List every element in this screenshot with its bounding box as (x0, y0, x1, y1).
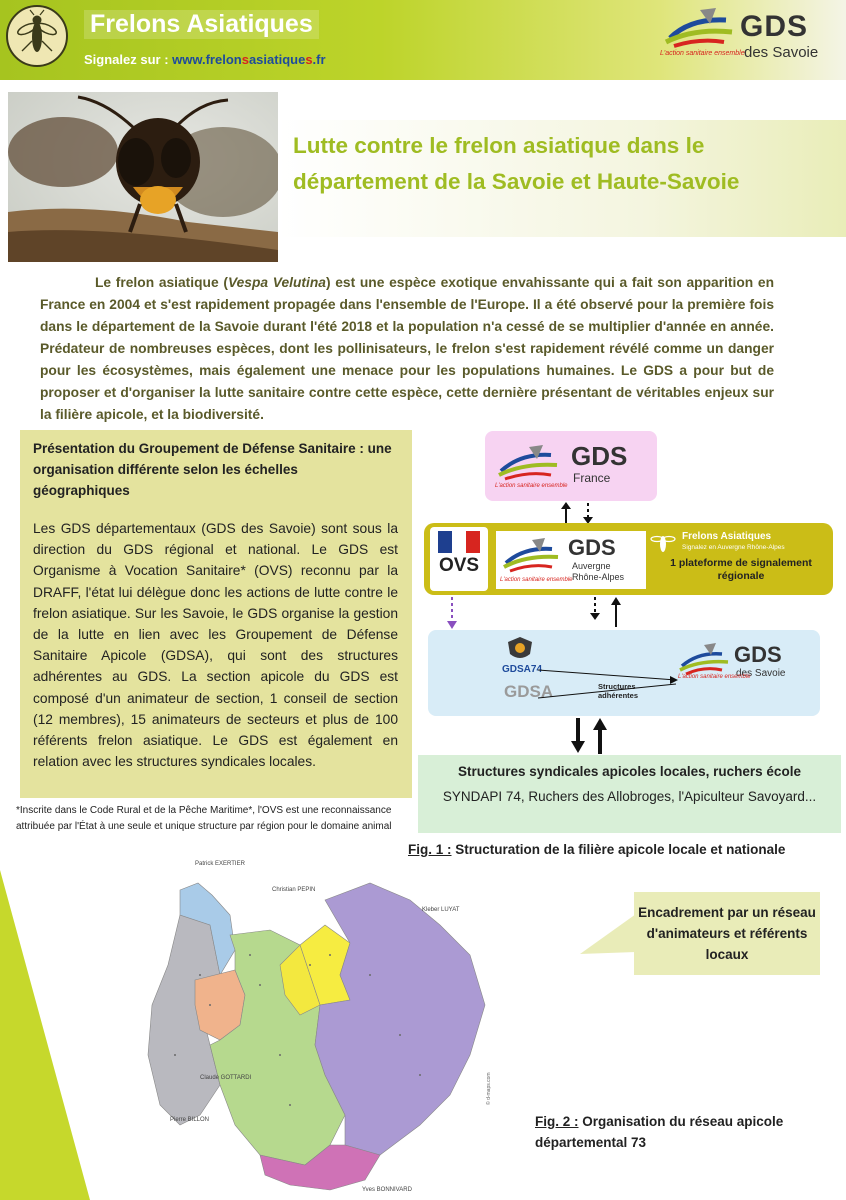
url-part: s (241, 52, 249, 67)
platform-title: Frelons Asiatiques (682, 531, 772, 542)
intro-paragraph (40, 272, 774, 426)
gds-swoosh-icon (495, 443, 563, 483)
map-name-label: Kleber LUYAT (422, 907, 460, 913)
presentation-heading: Présentation du Groupement de Défense Sanitaire : une organisation différente selon les échelles géographiques (33, 441, 392, 498)
gds-logo-sub: des Savoie (744, 44, 819, 61)
arrow-ovs-dept (438, 595, 478, 635)
url-part: .fr (312, 52, 326, 67)
url-part: s (305, 52, 313, 67)
gds-region-sub1: Auvergne (572, 561, 611, 571)
hornet-logo-icon (6, 5, 68, 67)
map-name-label: Claude GOTTARDI (200, 1075, 252, 1081)
structure-diagram (418, 428, 846, 838)
gds-france-tagline: L'action sanitaire ensemble (495, 483, 568, 489)
ovs-box (430, 527, 488, 591)
ovs-label: OVS (438, 555, 480, 576)
french-flag-icon (438, 531, 480, 553)
gds-region-sub2: Rhône-Alpes (572, 572, 625, 582)
hero-title-box (278, 120, 846, 237)
presentation-box (20, 430, 412, 798)
hornet-icon (650, 531, 676, 553)
syndical-body: SYNDAPI 74, Ruchers des Allobroges, l'Apiculteur Savoyard... (442, 789, 817, 804)
network-callout (580, 880, 820, 975)
figure-2-caption (535, 1111, 835, 1153)
figure-caption-text: Organisation du réseau apicole départemental 73 (535, 1114, 784, 1150)
gds-logo-name: GDS (740, 10, 809, 43)
department-box (428, 630, 820, 716)
gds-region-box (496, 531, 646, 589)
arrows-dept-syndical (564, 716, 614, 756)
report-link-line (84, 52, 326, 67)
regional-band (424, 523, 833, 595)
map-name-label: Pierre BILLON (170, 1117, 210, 1123)
figure-label: Fig. 1 : (408, 842, 452, 857)
page-title: Lutte contre le frelon asiatique dans le département de la Savoie et Haute-Savoie (293, 133, 740, 194)
platform-subtitle: Signalez en Auvergne Rhône-Alpes (682, 544, 785, 551)
map-regions-icon (140, 855, 520, 1200)
intro-text: Le frelon asiatique ( (95, 275, 228, 290)
arrows-france-region (553, 501, 603, 525)
callout-text: Encadrement par un réseau d'animateurs et référents locaux (638, 905, 816, 962)
figure-label: Fig. 2 : (535, 1114, 579, 1129)
gds-savoie-logo (660, 6, 836, 66)
gds-region-name: GDS (568, 535, 616, 560)
decorative-wedge (0, 870, 90, 1200)
gdsa74-shield-icon (506, 636, 534, 662)
syndical-title: Structures syndicales apicoles locales, ruchers école (458, 764, 801, 779)
brand-title: Frelons Asiatiques (84, 10, 319, 39)
gdsa74-label: GDSA74 (502, 664, 543, 675)
ovs-footnote: *Inscrite dans le Code Rural et de la Pêche Maritime*, l'OVS est une reconnaissance attribuée par l'État à une seule et unique structure par région pour le domaine animal (16, 805, 392, 832)
species-name: Vespa Velutina (227, 275, 326, 290)
report-url[interactable] (172, 52, 325, 67)
structures-label: Structures adhérentes (598, 682, 639, 700)
url-part: www.frelon (172, 52, 242, 67)
gds-savoie-sub: des Savoie (736, 668, 786, 679)
savoie-map (140, 855, 520, 1200)
map-name-label: Christian PEPIN (272, 887, 316, 893)
gds-france-box (485, 431, 657, 501)
gds-swoosh-icon (500, 537, 562, 575)
page-header (0, 0, 846, 80)
gds-region-tagline: L'action sanitaire ensemble (500, 577, 573, 583)
gds-savoie-tagline: L'action sanitaire ensemble (678, 674, 751, 680)
callout-pointer (580, 912, 640, 962)
platform-text: 1 plateforme de signalement régionale (670, 557, 812, 582)
gds-france-name: GDS (571, 441, 628, 471)
report-prefix: Signalez sur : (84, 52, 173, 67)
presentation-body: Les GDS départementaux (GDS des Savoie) sont sous la direction du GDS régional et national. Le GDS est Organisme à Vocation Sanitaire* (OVS) reconnu par la DRAFF, l'état lui délègue donc les actions de lutte contre le frelon asiatique. Sur les Savoie, le GDS organise la gestion de la lutte en lien avec les Groupement de Défense Sanitaire Apicole (GDSA), qui sont des structures adhérentes au GDS. La section apicole du GDS est composé d'un animateur de section, 1 conseil de section (12 membres), 15 animateurs de secteurs et plus de 100 référents frelon asiatique. Le GDS est également en relation avec les structures syndicales locales. (33, 521, 398, 770)
url-part: asiatique (248, 52, 306, 67)
arrows-region-dept (583, 595, 633, 629)
gdsa73-label: GDSA (504, 682, 554, 701)
syndical-box (418, 755, 841, 833)
gds-logo-tagline: L'action sanitaire ensemble (660, 50, 745, 57)
map-credit: © d-maps.com (486, 1072, 492, 1105)
figure-caption-text: Structuration de la filière apicole locale et nationale (451, 842, 786, 857)
intro-text: ) est une espèce exotique envahissante qui a fait son apparition en France en 2004 et s'est rapidement propagée dans l'ensemble de l'Europe. Il a été observé pour la première fois dans le département de la Savoie durant l'été 2018 et la population n'a cessé de se multiplier d'année en année. Prédateur de nombreuses espèces, dont les pollinisateurs, le frelon s'est rapidement révélé comme un danger pour les écosystèmes, mais également une menace pour les populations humaines. Le GDS a pour but de proposer et d'organiser la lutte sanitaire contre cette espèce, cette dernière présentant de véritables enjeux sur la filière apicole, et la biodiversité. (40, 275, 774, 422)
gds-savoie-name: GDS (734, 642, 782, 667)
map-name-label: Yves BONNIVARD (362, 1187, 412, 1193)
gds-swoosh-icon (660, 6, 740, 50)
gds-france-sub: France (573, 471, 611, 485)
map-name-label: Patrick EXERTIER (195, 861, 245, 867)
gds-swoosh-icon (676, 642, 732, 678)
hornet-photo-icon (8, 92, 278, 262)
